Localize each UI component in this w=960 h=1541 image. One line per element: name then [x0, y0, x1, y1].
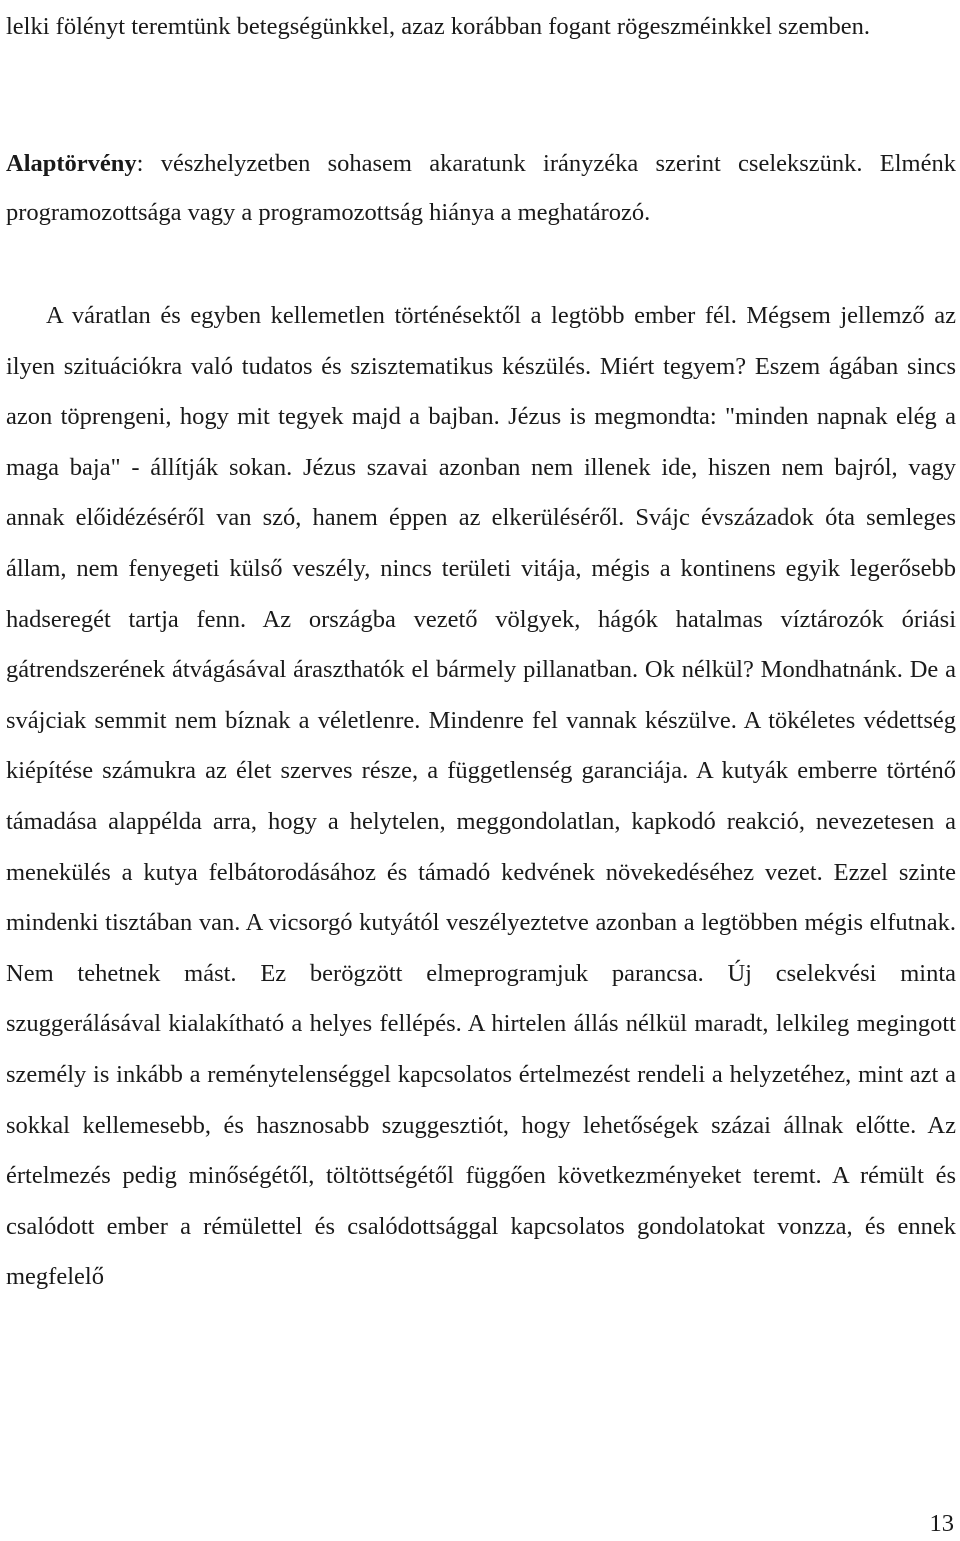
fundamental-law-text: : vészhelyzetben sohasem akaratunk irányzéka szerint cselekszünk. Elménk programozottsága vagy a programozottság hiánya a meghatározó. [6, 150, 956, 226]
paragraph-continuation: lelki fölényt teremtünk betegségünkkel, azaz korábban fogant rögeszméinkkel szemben. [6, 13, 870, 40]
paragraph-main-body: A váratlan és egyben kellemetlen történésektől a legtöbb ember fél. Mégsem jellemző az ilyen szituációkra való tudatos és szisztematikus készülés. Miért tegyem? Eszem ágában sincs azon töprengeni, hogy mit tegyek majd a bajban. Jézus is megmondta: "minden napnak elég a maga baja" - állítják sokan. Jézus szavai azonban nem illenek ide, hiszen nem bajról, vagy annak előidézéséről van szó, hanem éppen az elkerüléséről. Svájc évszázadok óta semleges állam, nem fenyegeti külső veszély, nincs területi vitája, mégis a kontinens egyik legerősebb hadseregét tartja fenn. Az országba vezető völgyek, hágók hatalmas víztározók óriási gátrendszerének átvágásával áraszthatók el bármely pillanatban. Ok nélkül? Mondhatnánk. De a svájciak semmit nem bíznak a véletlenre. Mindenre fel vannak készülve. A tökéletes védettség kiépítése számukra az élet szerves része, a függetlenség garanciája. A kutyák emberre történő támadása alappélda arra, hogy a helytelen, meggondolatlan, kapkodó reakció, nevezetesen a menekülés a kutya felbátorodásához és támadó kedvének növekedéséhez vezet. Ezzel szinte mindenki tisztában van. A vicsorgó kutyától veszélyeztetve azonban a legtöbben mégis elfutnak. Nem tehetnek mást. Ez berögzött elmeprogramjuk parancsa. Új cselekvési minta szuggerálásával kialakítható a helyes fellépés. A hirtelen állás nélkül maradt, lelkileg megingott személy is inkább a reménytelenséggel kapcsolatos értelmezést rendeli a helyzetéhez, mint azt a sokkal kellemesebb, és hasznosabb szuggesztiót, hogy lehetőségek százai állnak előtte. Az értelmezés pedig minőségétől, töltöttségétől függően következményeket teremt. A rémült és csalódott ember a rémülettel és csalódottsággal kapcsolatos gondolatokat vonzza, és ennek megfelelő [6, 302, 956, 1291]
page-number: 13 [929, 1510, 954, 1537]
paragraph-fundamental-law [6, 139, 956, 237]
fundamental-law-label: Alaptörvény [6, 150, 137, 177]
